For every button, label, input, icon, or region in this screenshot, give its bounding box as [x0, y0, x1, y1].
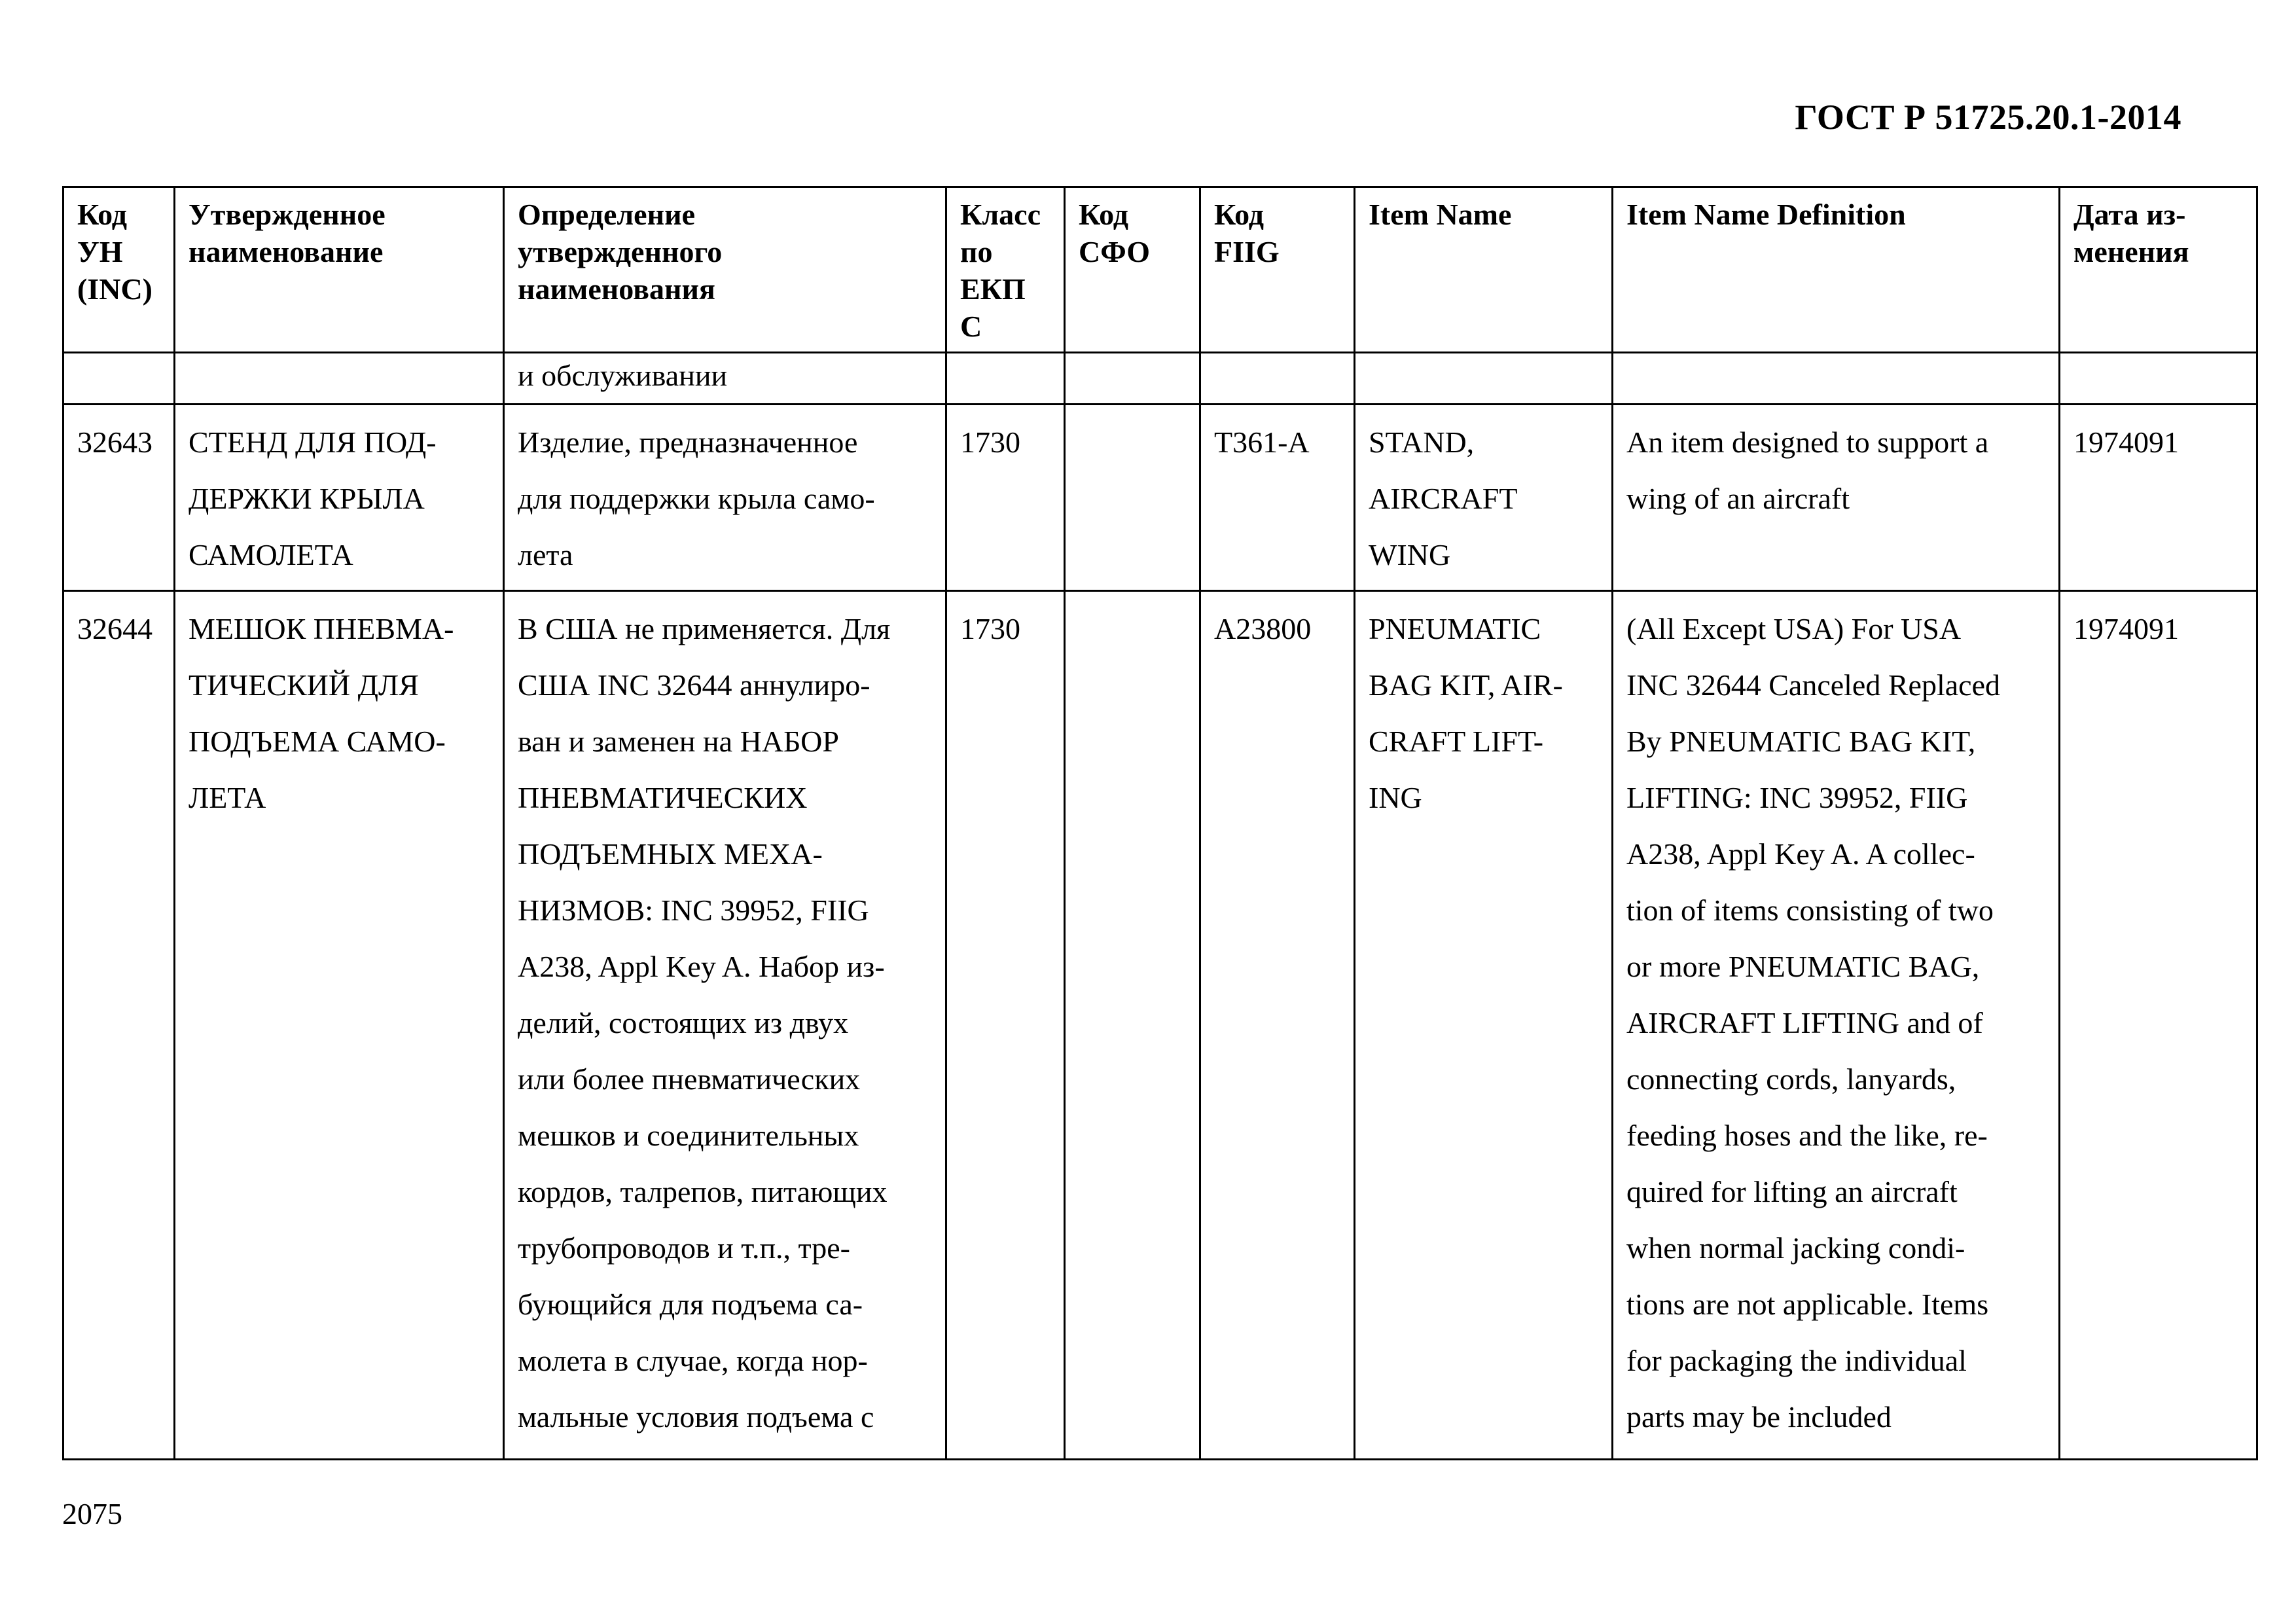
column-header-fiig: Код FIIG	[1200, 187, 1355, 353]
column-header-item-name: Item Name	[1355, 187, 1613, 353]
cell-name: СТЕНД ДЛЯ ПОД- ДЕРЖКИ КРЫЛА САМОЛЕТА	[175, 405, 504, 591]
cell-sfo	[1065, 353, 1200, 405]
catalog-table	[62, 186, 2258, 1460]
page-number: 2075	[62, 1497, 122, 1530]
cell-fiig	[1200, 353, 1355, 405]
cell-fiig: T361-A	[1200, 405, 1355, 591]
column-header-class: Класс по ЕКП С	[946, 187, 1065, 353]
cell-item-definition: (All Except USA) For USA INC 32644 Canceled Replaced By PNEUMATIC BAG KIT, LIFTING: INC 39952, FIIG A238, Appl Key A. A collec- tion of items consisting of two or more PNEUMATIC BAG, AIRCRAFT LIFTING and of connecting cords, lanyards, feeding hoses and the like, re- quired for lifting an aircraft when normal jacking condi- tions are not applicable. Items for packaging the individual parts may be included	[1613, 591, 2060, 1460]
cell-item-name	[1355, 353, 1613, 405]
cell-name	[175, 353, 504, 405]
column-header-definition: Определение утвержденного наименования	[504, 187, 946, 353]
column-header-item-definition: Item Name Definition	[1613, 187, 2060, 353]
cell-fiig: A23800	[1200, 591, 1355, 1460]
cell-definition: Изделие, предназначенное для поддержки крыла само- лета	[504, 405, 946, 591]
cell-item-definition: An item designed to support a wing of an aircraft	[1613, 405, 2060, 591]
column-header-inc: Код УН (INC)	[63, 187, 175, 353]
cell-date: 1974091	[2060, 591, 2257, 1460]
table-header-row	[63, 187, 2257, 353]
table-row-continuation	[63, 353, 2257, 405]
cell-class: 1730	[946, 591, 1065, 1460]
table-row	[63, 405, 2257, 591]
table-row	[63, 591, 2257, 1460]
cell-item-name: PNEUMATIC BAG KIT, AIR- CRAFT LIFT- ING	[1355, 591, 1613, 1460]
cell-inc: 32643	[63, 405, 175, 591]
column-header-name: Утвержденное наименование	[175, 187, 504, 353]
cell-inc: 32644	[63, 591, 175, 1460]
cell-sfo	[1065, 591, 1200, 1460]
cell-item-definition	[1613, 353, 2060, 405]
cell-sfo	[1065, 405, 1200, 591]
cell-definition: и обслуживании	[504, 353, 946, 405]
cell-name: МЕШОК ПНЕВМА- ТИЧЕСКИЙ ДЛЯ ПОДЪЕМА САМО- ЛЕТА	[175, 591, 504, 1460]
standard-designation: ГОСТ Р 51725.20.1-2014	[1795, 98, 2181, 137]
column-header-date: Дата из- менения	[2060, 187, 2257, 353]
cell-class: 1730	[946, 405, 1065, 591]
cell-definition: В США не применяется. Для США INC 32644 аннулиро- ван и заменен на НАБОР ПНЕВМАТИЧЕСКИХ ПОДЪЕМНЫХ МЕХА- НИЗМОВ: INC 39952, FIIG A238, Appl Key A. Набор из- делий, состоящих из двух или более пневматических мешков и соединительных кордов, талрепов, питающих трубопроводов и т.п., тре- бующийся для подъема са- молета в случае, когда нор- мальные условия подъема с	[504, 591, 946, 1460]
column-header-sfo: Код СФО	[1065, 187, 1200, 353]
cell-date	[2060, 353, 2257, 405]
cell-date: 1974091	[2060, 405, 2257, 591]
cell-item-name: STAND, AIRCRAFT WING	[1355, 405, 1613, 591]
cell-inc	[63, 353, 175, 405]
cell-class	[946, 353, 1065, 405]
